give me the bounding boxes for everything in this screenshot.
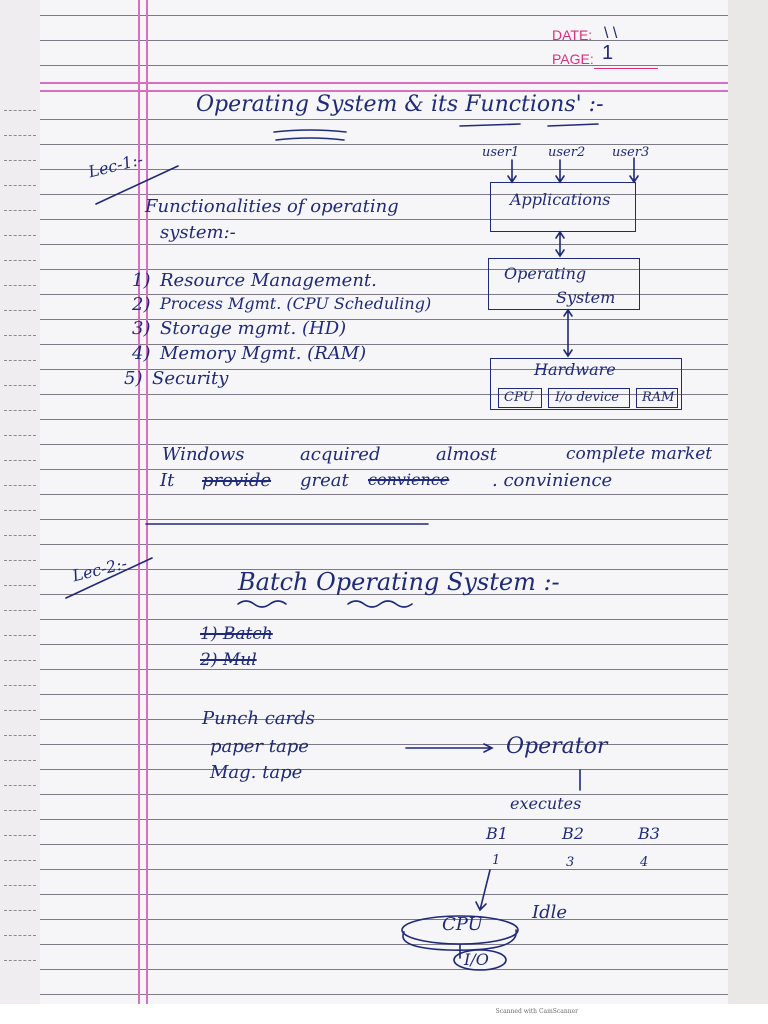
diagram-user-3: user3 [612, 145, 650, 160]
executes-label: executes [510, 794, 582, 813]
diagram-user-2: user2 [548, 145, 586, 160]
note-word-convience-struck: convience [368, 470, 450, 489]
lec2-title: Batch Operating System :- [238, 568, 560, 596]
note-word-great: great [300, 470, 349, 491]
title-squiggle-1 [238, 601, 286, 607]
b1-to-cpu-arrow [476, 870, 490, 910]
input-paper-tape: paper tape [210, 736, 309, 757]
operator-arrow [406, 744, 492, 752]
note-word-convinience: . convinience [492, 470, 613, 491]
note-word-it: It [160, 470, 175, 491]
lec1-heading-line1: Functionalities of operating [145, 196, 399, 217]
lec1-underline [96, 166, 178, 204]
note-word-almost: almost [436, 444, 497, 465]
note-word-windows: Windows [162, 444, 245, 465]
page-title: Operating System & its Functions' :- [196, 92, 604, 117]
date-value: \ \ [604, 25, 618, 42]
note-word-provide: provide [202, 470, 272, 491]
lec2-struck-batch: 1) Batch [200, 624, 273, 644]
input-punch-cards: Punch cards [202, 708, 315, 729]
note-word-acquired: acquired [300, 444, 381, 465]
item-5-text: Security [152, 368, 229, 389]
operating-system-label-1: Operating [504, 264, 587, 283]
ram-label: RAM [642, 390, 675, 405]
title-underline-1 [274, 130, 346, 132]
apps-os-arrow [556, 232, 564, 256]
user2-arrow [556, 160, 564, 182]
user3-arrow [630, 158, 638, 182]
batch-number-2: 3 [566, 855, 575, 870]
batch-b3: B3 [638, 824, 660, 843]
page-label: PAGE: [552, 51, 594, 67]
cpu-label: CPU [504, 390, 534, 405]
scanner-watermark: Scanned with CamScanner [495, 1008, 578, 1015]
item-1-text: Resource Management. [160, 270, 377, 291]
item-3-number: 3) [132, 318, 151, 339]
lec1-label: Lec-1:- [86, 149, 145, 182]
operating-system-label-2: System [556, 288, 616, 307]
batch-number-1: 1 [492, 853, 501, 868]
item-3-text: Storage mgmt. (HD) [160, 318, 347, 339]
item-2-number: 2) [132, 294, 151, 315]
batch-b2: B2 [562, 824, 584, 843]
batch-number-3: 4 [640, 855, 649, 870]
title-underline-2 [276, 138, 344, 140]
title-underline-3 [460, 124, 520, 126]
io-label: I/O [464, 950, 489, 969]
input-mag-tape: Mag. tape [210, 762, 303, 783]
os-hw-arrow [564, 310, 572, 356]
item-1-number: 1) [132, 270, 151, 291]
item-4-number: 4) [132, 343, 151, 364]
lec2-struck-mul: 2) Mul [200, 650, 257, 670]
lec1-heading-line2: system:- [160, 222, 236, 243]
item-4-text: Memory Mgmt. (RAM) [160, 343, 367, 364]
title-underline-4 [548, 124, 598, 126]
io-oval [454, 950, 506, 970]
io-device-label: I/o device [555, 390, 619, 405]
footer-strip [0, 1004, 768, 1024]
date-label: DATE: [552, 27, 593, 43]
batch-b1: B1 [486, 824, 508, 843]
cpu-oval-label: CPU [442, 914, 483, 935]
lec2-underline [66, 553, 152, 598]
item-5-number: 5) [124, 368, 143, 389]
cpu-oval [402, 916, 518, 944]
note-word-complete-market: complete market [566, 444, 713, 464]
user1-arrow [508, 160, 516, 182]
title-squiggle-2 [348, 601, 412, 607]
hardware-label: Hardware [534, 360, 616, 379]
item-2-text: Process Mgmt. (CPU Scheduling) [160, 294, 432, 313]
lec2-label: Lec-2:- [70, 553, 129, 586]
page-number: 1 [602, 42, 614, 64]
operator-label: Operator [506, 734, 608, 759]
diagram-user-1: user1 [482, 145, 520, 160]
applications-label: Applications [510, 190, 611, 209]
idle-label: Idle [532, 902, 568, 923]
